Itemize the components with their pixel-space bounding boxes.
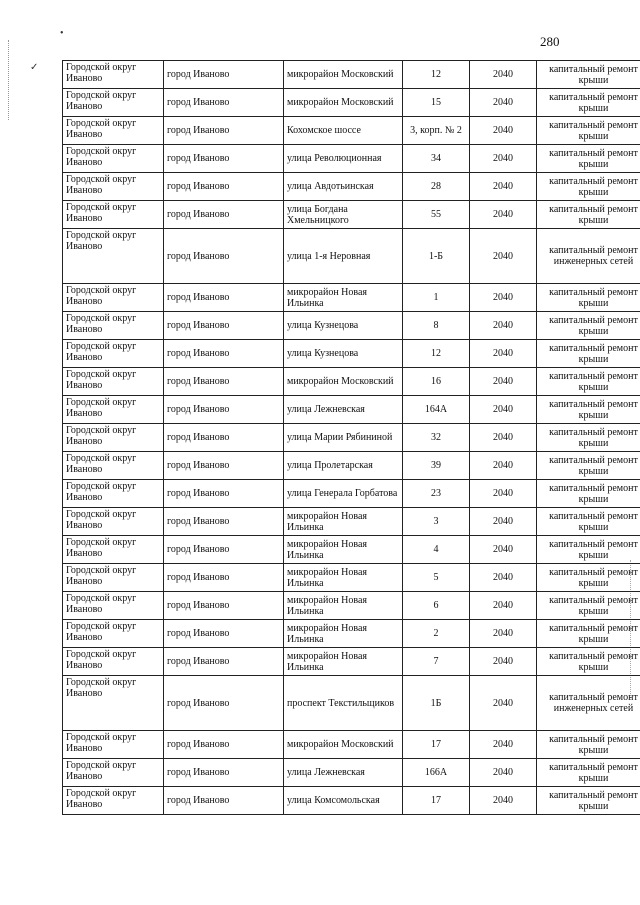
cell-year: 2040: [470, 312, 537, 340]
cell-house: 4: [403, 536, 470, 564]
cell-house: 23: [403, 480, 470, 508]
table-row: [63, 61, 640, 89]
cell-city: город Иваново: [164, 536, 284, 564]
cell-district: Городской округ Иваново: [63, 759, 164, 787]
cell-city: город Иваново: [164, 117, 284, 145]
cell-street: микрорайон Московский: [284, 61, 403, 89]
cell-street: улица Марии Рябининой: [284, 424, 403, 452]
cell-work: капитальный ремонт крыши: [537, 173, 640, 201]
cell-district: Городской округ Иваново: [63, 536, 164, 564]
cell-city: город Иваново: [164, 229, 284, 284]
cell-house: 17: [403, 787, 470, 815]
page-number: 280: [540, 34, 560, 49]
cell-street: улица Революционная: [284, 145, 403, 173]
cell-year: 2040: [470, 284, 537, 312]
table-row: [63, 229, 640, 284]
cell-work: капитальный ремонт крыши: [537, 61, 640, 89]
cell-district: Городской округ Иваново: [63, 61, 164, 89]
cell-city: город Иваново: [164, 648, 284, 676]
cell-work: капитальный ремонт крыши: [537, 731, 640, 759]
cell-city: город Иваново: [164, 284, 284, 312]
table-row: [63, 117, 640, 145]
cell-work: капитальный ремонт крыши: [537, 424, 640, 452]
cell-city: город Иваново: [164, 424, 284, 452]
cell-year: 2040: [470, 396, 537, 424]
cell-district: Городской округ Иваново: [63, 508, 164, 536]
cell-year: 2040: [470, 61, 537, 89]
cell-work: капитальный ремонт крыши: [537, 89, 640, 117]
table-row: [63, 284, 640, 312]
cell-city: город Иваново: [164, 731, 284, 759]
cell-house: 15: [403, 89, 470, 117]
cell-year: 2040: [470, 145, 537, 173]
cell-work: капитальный ремонт крыши: [537, 759, 640, 787]
cell-year: 2040: [470, 480, 537, 508]
table-row: [63, 340, 640, 368]
cell-street: улица Пролетарская: [284, 452, 403, 480]
cell-district: Городской округ Иваново: [63, 731, 164, 759]
cell-year: 2040: [470, 592, 537, 620]
cell-house: 12: [403, 340, 470, 368]
cell-district: Городской округ Иваново: [63, 787, 164, 815]
cell-year: 2040: [470, 173, 537, 201]
table-row: [63, 536, 640, 564]
cell-house: 164А: [403, 396, 470, 424]
table-row: [63, 564, 640, 592]
cell-street: микрорайон Московский: [284, 89, 403, 117]
cell-district: Городской округ Иваново: [63, 201, 164, 229]
scan-mark-tick: ✓: [30, 62, 39, 73]
cell-year: 2040: [470, 536, 537, 564]
cell-street: микрорайон Новая Ильинка: [284, 620, 403, 648]
cell-house: 1Б: [403, 676, 470, 731]
cell-house: 16: [403, 368, 470, 396]
cell-city: город Иваново: [164, 787, 284, 815]
cell-work: капитальный ремонт крыши: [537, 396, 640, 424]
cell-city: город Иваново: [164, 340, 284, 368]
cell-city: город Иваново: [164, 759, 284, 787]
table-row: [63, 620, 640, 648]
cell-year: 2040: [470, 89, 537, 117]
cell-city: город Иваново: [164, 312, 284, 340]
cell-city: город Иваново: [164, 592, 284, 620]
cell-house: 17: [403, 731, 470, 759]
cell-year: 2040: [470, 731, 537, 759]
cell-city: город Иваново: [164, 452, 284, 480]
cell-city: город Иваново: [164, 61, 284, 89]
table-row: [63, 424, 640, 452]
cell-district: Городской округ Иваново: [63, 564, 164, 592]
cell-district: Городской округ Иваново: [63, 117, 164, 145]
cell-house: 7: [403, 648, 470, 676]
table-body: [63, 61, 640, 815]
cell-house: 1: [403, 284, 470, 312]
cell-district: Городской округ Иваново: [63, 173, 164, 201]
cell-street: микрорайон Новая Ильинка: [284, 648, 403, 676]
table-row: [63, 201, 640, 229]
cell-street: Кохомское шоссе: [284, 117, 403, 145]
cell-work: капитальный ремонт крыши: [537, 592, 640, 620]
cell-street: микрорайон Московский: [284, 368, 403, 396]
cell-year: 2040: [470, 759, 537, 787]
cell-work: капитальный ремонт крыши: [537, 480, 640, 508]
cell-city: город Иваново: [164, 396, 284, 424]
cell-district: Городской округ Иваново: [63, 229, 164, 284]
cell-work: капитальный ремонт крыши: [537, 648, 640, 676]
cell-district: Городской округ Иваново: [63, 396, 164, 424]
cell-city: город Иваново: [164, 368, 284, 396]
cell-district: Городской округ Иваново: [63, 676, 164, 731]
table-row: [63, 173, 640, 201]
table-row: [63, 731, 640, 759]
repair-schedule-table: [62, 60, 640, 815]
cell-work: капитальный ремонт крыши: [537, 536, 640, 564]
cell-district: Городской округ Иваново: [63, 145, 164, 173]
table-row: [63, 592, 640, 620]
table-row: [63, 145, 640, 173]
cell-house: 32: [403, 424, 470, 452]
cell-year: 2040: [470, 340, 537, 368]
cell-year: 2040: [470, 452, 537, 480]
cell-street: микрорайон Московский: [284, 731, 403, 759]
cell-year: 2040: [470, 508, 537, 536]
cell-house: 3: [403, 508, 470, 536]
cell-work: капитальный ремонт инженерных сетей: [537, 229, 640, 284]
cell-street: улица Комсомольская: [284, 787, 403, 815]
table-row: [63, 480, 640, 508]
cell-district: Городской округ Иваново: [63, 284, 164, 312]
table-row: [63, 396, 640, 424]
cell-work: капитальный ремонт крыши: [537, 368, 640, 396]
cell-city: город Иваново: [164, 201, 284, 229]
table-row: [63, 89, 640, 117]
cell-district: Городской округ Иваново: [63, 452, 164, 480]
cell-street: микрорайон Новая Ильинка: [284, 592, 403, 620]
cell-house: 55: [403, 201, 470, 229]
cell-street: улица Богдана Хмельницкого: [284, 201, 403, 229]
cell-year: 2040: [470, 648, 537, 676]
cell-house: 6: [403, 592, 470, 620]
cell-street: микрорайон Новая Ильинка: [284, 508, 403, 536]
cell-street: микрорайон Новая Ильинка: [284, 536, 403, 564]
cell-house: 39: [403, 452, 470, 480]
cell-work: капитальный ремонт крыши: [537, 340, 640, 368]
table-row: [63, 508, 640, 536]
cell-year: 2040: [470, 368, 537, 396]
table-row: [63, 452, 640, 480]
cell-district: Городской округ Иваново: [63, 312, 164, 340]
cell-city: город Иваново: [164, 508, 284, 536]
cell-street: улица Кузнецова: [284, 340, 403, 368]
cell-district: Городской округ Иваново: [63, 620, 164, 648]
cell-street: улица 1-я Неровная: [284, 229, 403, 284]
table-row: [63, 368, 640, 396]
cell-street: микрорайон Новая Ильинка: [284, 284, 403, 312]
cell-work: капитальный ремонт крыши: [537, 620, 640, 648]
cell-work: капитальный ремонт крыши: [537, 312, 640, 340]
cell-work: капитальный ремонт крыши: [537, 117, 640, 145]
cell-house: 28: [403, 173, 470, 201]
cell-year: 2040: [470, 117, 537, 145]
cell-year: 2040: [470, 564, 537, 592]
cell-street: улица Кузнецова: [284, 312, 403, 340]
cell-district: Городской округ Иваново: [63, 648, 164, 676]
cell-house: 34: [403, 145, 470, 173]
cell-city: город Иваново: [164, 620, 284, 648]
cell-house: 3, корп. № 2: [403, 117, 470, 145]
cell-district: Городской округ Иваново: [63, 368, 164, 396]
cell-street: улица Авдотьинская: [284, 173, 403, 201]
cell-street: улица Лежневская: [284, 396, 403, 424]
cell-house: 1-Б: [403, 229, 470, 284]
cell-year: 2040: [470, 229, 537, 284]
cell-work: капитальный ремонт крыши: [537, 508, 640, 536]
cell-street: микрорайон Новая Ильинка: [284, 564, 403, 592]
cell-street: улица Генерала Горбатова: [284, 480, 403, 508]
table-row: [63, 787, 640, 815]
cell-city: город Иваново: [164, 676, 284, 731]
cell-city: город Иваново: [164, 89, 284, 117]
cell-district: Городской округ Иваново: [63, 340, 164, 368]
cell-house: 8: [403, 312, 470, 340]
cell-district: Городской округ Иваново: [63, 89, 164, 117]
cell-district: Городской округ Иваново: [63, 480, 164, 508]
cell-street: проспект Текстильщиков: [284, 676, 403, 731]
table-row: [63, 648, 640, 676]
scan-mark-dot: •: [60, 28, 64, 39]
cell-work: капитальный ремонт крыши: [537, 564, 640, 592]
cell-work: капитальный ремонт крыши: [537, 201, 640, 229]
cell-city: город Иваново: [164, 145, 284, 173]
cell-district: Городской округ Иваново: [63, 592, 164, 620]
cell-house: 166А: [403, 759, 470, 787]
cell-year: 2040: [470, 201, 537, 229]
cell-work: капитальный ремонт крыши: [537, 145, 640, 173]
table-row: [63, 676, 640, 731]
cell-work: капитальный ремонт крыши: [537, 284, 640, 312]
cell-city: город Иваново: [164, 173, 284, 201]
cell-year: 2040: [470, 620, 537, 648]
cell-work: капитальный ремонт крыши: [537, 452, 640, 480]
table-row: [63, 312, 640, 340]
table-row: [63, 759, 640, 787]
cell-work: капитальный ремонт крыши: [537, 787, 640, 815]
cell-district: Городской округ Иваново: [63, 424, 164, 452]
cell-street: улица Лежневская: [284, 759, 403, 787]
cell-house: 5: [403, 564, 470, 592]
cell-year: 2040: [470, 787, 537, 815]
cell-year: 2040: [470, 424, 537, 452]
cell-city: город Иваново: [164, 564, 284, 592]
cell-house: 12: [403, 61, 470, 89]
cell-work: капитальный ремонт инженерных сетей: [537, 676, 640, 731]
cell-house: 2: [403, 620, 470, 648]
scan-edge-left: [8, 40, 10, 120]
cell-year: 2040: [470, 676, 537, 731]
cell-city: город Иваново: [164, 480, 284, 508]
